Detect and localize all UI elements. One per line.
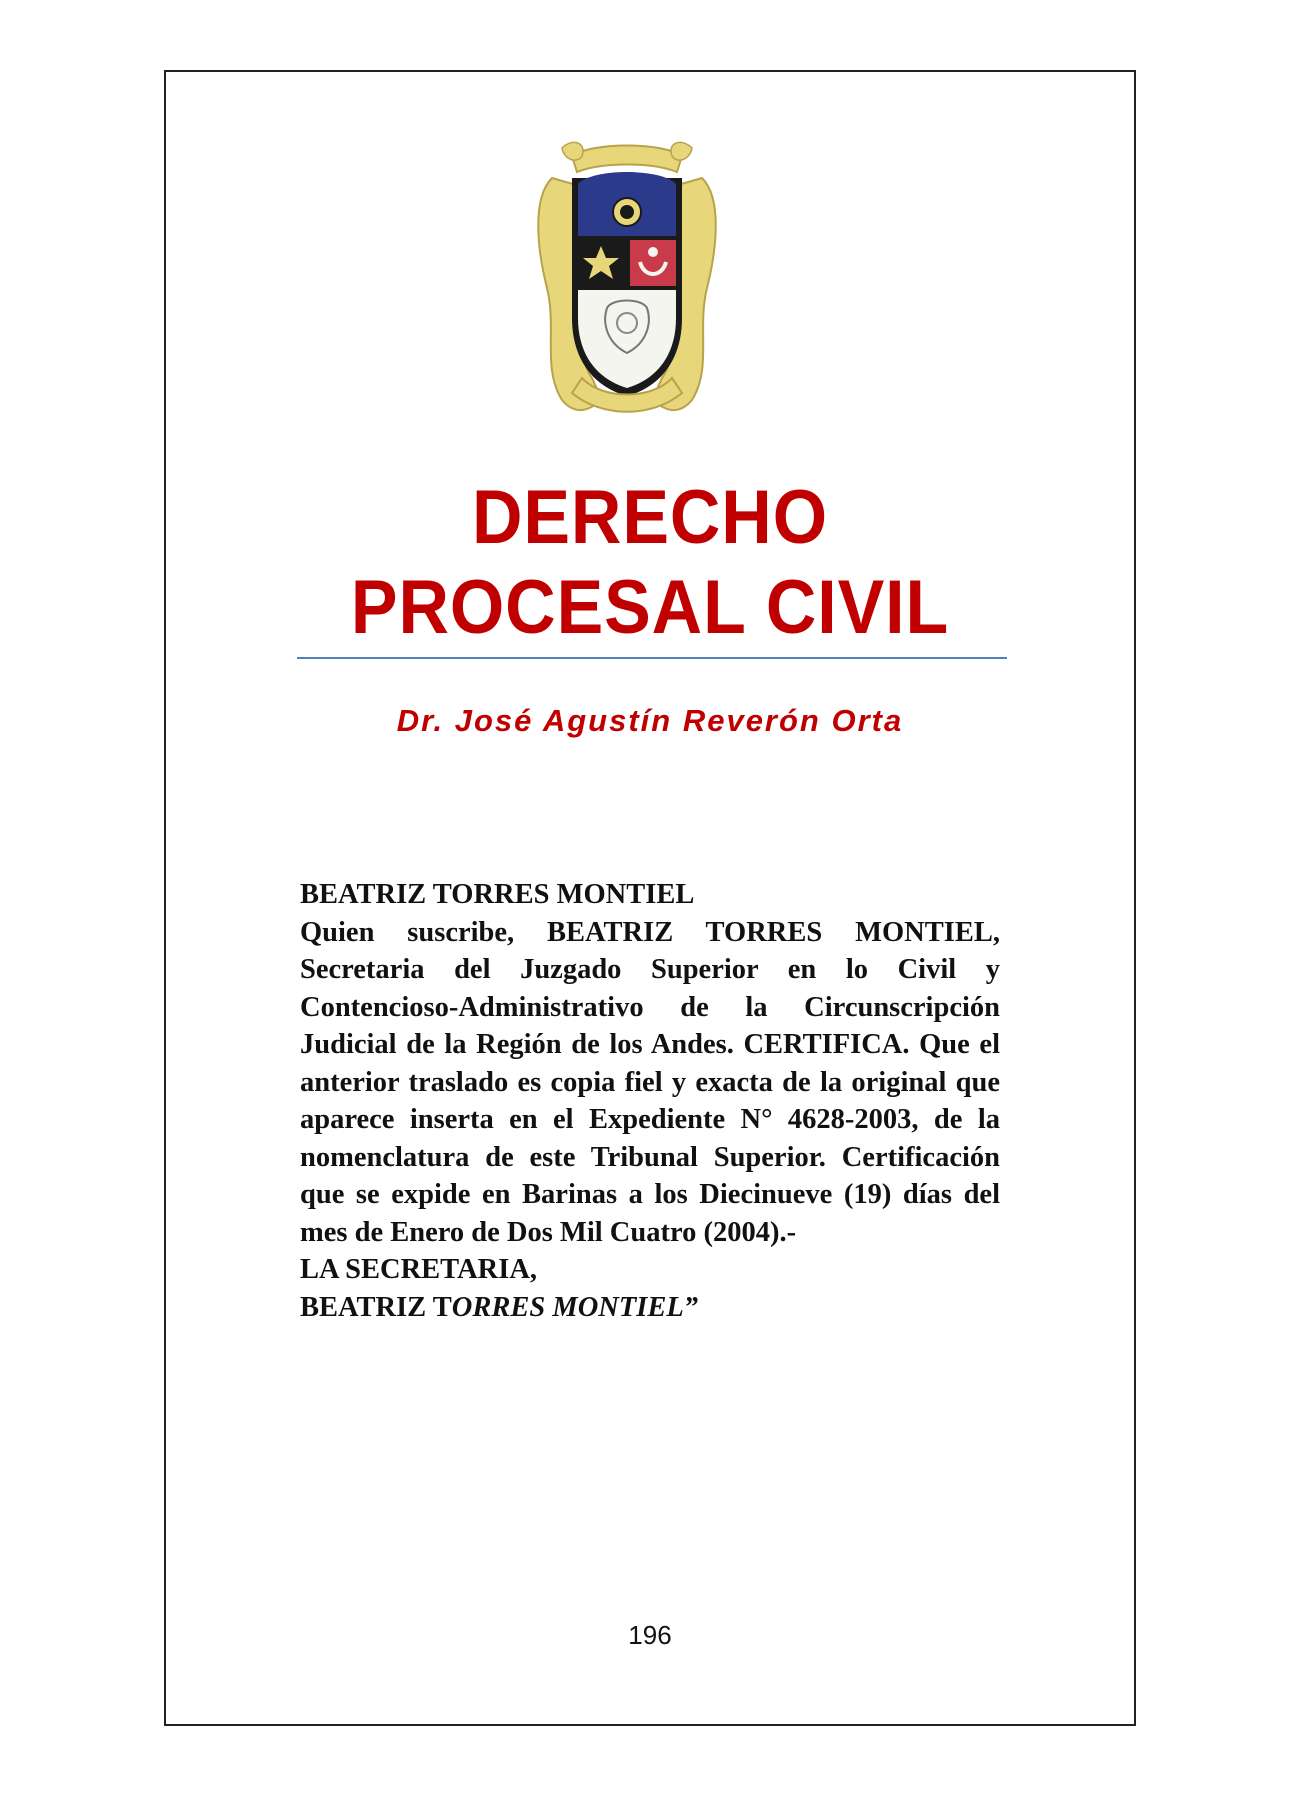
- certificate-heading: BEATRIZ TORRES MONTIEL: [300, 879, 695, 910]
- book-title-line-2: PROCESAL CIVIL: [350, 565, 950, 650]
- certificate-block: [300, 876, 1000, 1326]
- signature-name-upright: BEATRIZ T: [300, 1291, 452, 1323]
- coat-of-arms-icon: [532, 138, 722, 420]
- signature-name: [300, 1289, 1000, 1327]
- book-title-line-1: DERECHO: [471, 475, 829, 560]
- page-number: 196: [628, 1620, 672, 1650]
- signature-name-italic: ORRES MONTIEL”: [451, 1291, 699, 1323]
- signature-title: LA SECRETARIA,: [300, 1254, 538, 1285]
- title-divider: [297, 657, 1007, 659]
- certificate-body: Quien suscribe, BEATRIZ TORRES MONTIEL, Secretaria del Juzgado Superior en lo Civil y Contencioso-Administrativo de la Circunscripción Judicial de la Región de los Andes. CERTIFICA. Que el anterior traslado es copia fiel y exacta de la original que aparece inserta en el Expediente N° 4628-2003, de la nomenclatura de este Tribunal Superior. Certificación que se expide en Barinas a los Diecinueve (19) días del mes de Enero de Dos Mil Cuatro (2004).-: [300, 916, 1000, 1248]
- author-name: Dr. José Agustín Reverón Orta: [396, 703, 904, 738]
